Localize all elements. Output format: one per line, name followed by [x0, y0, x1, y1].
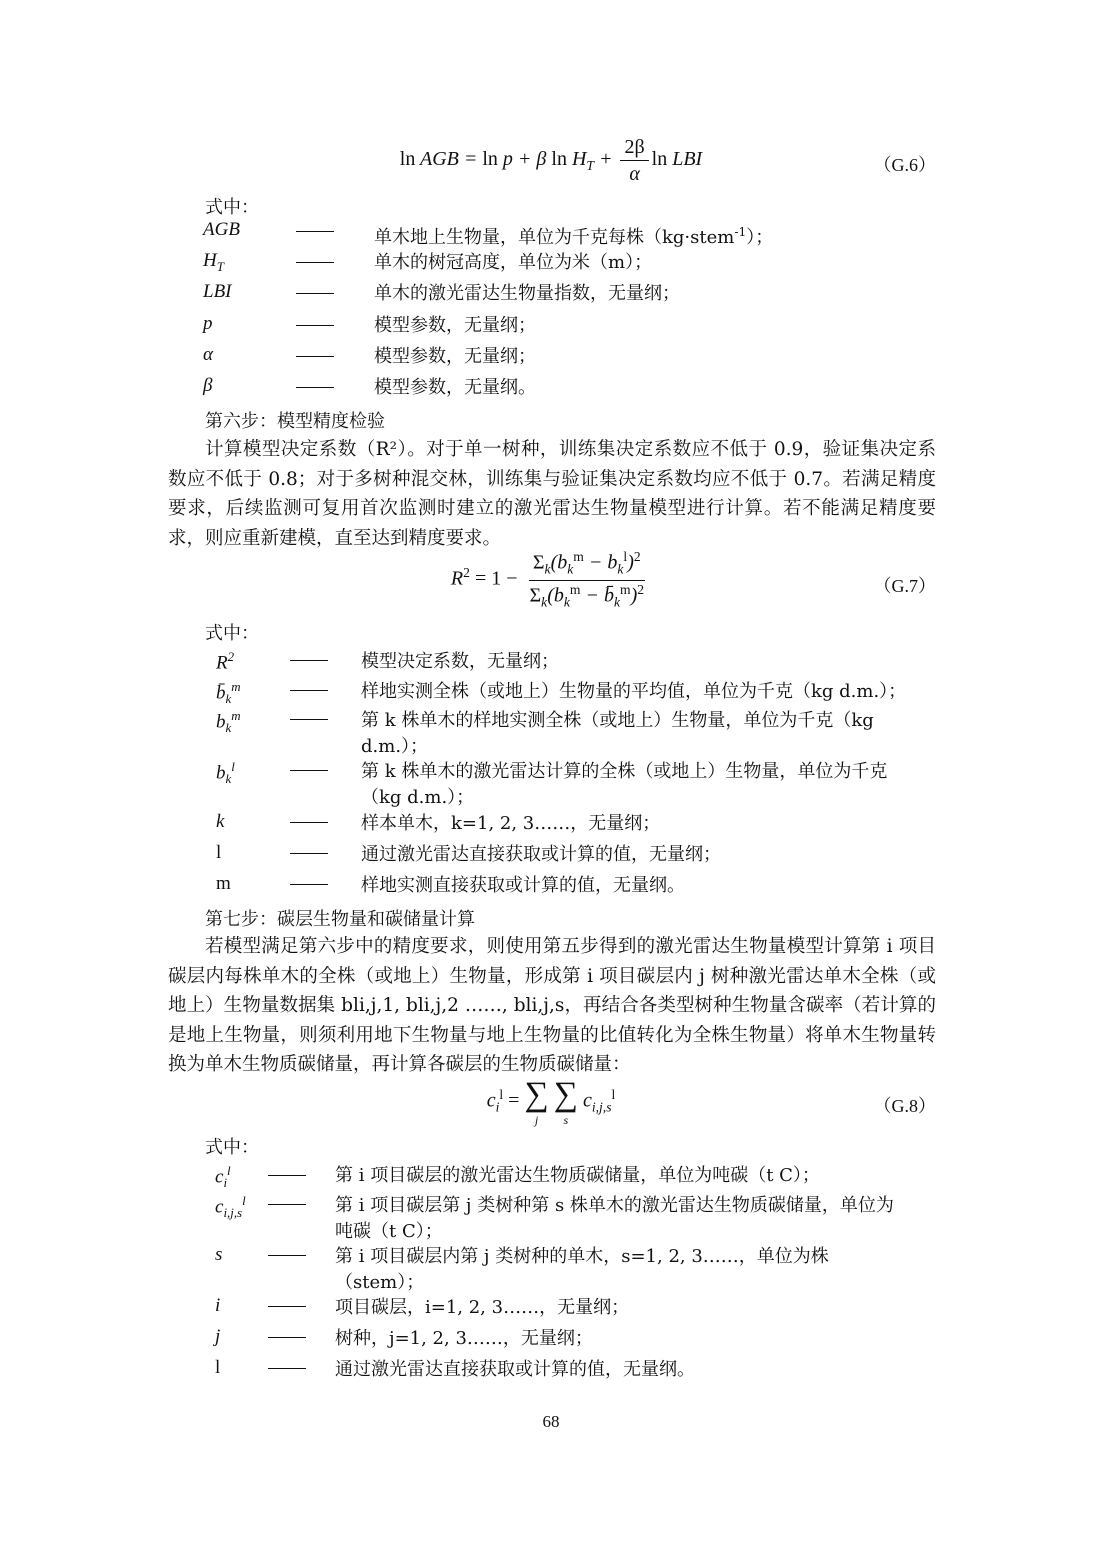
definition-s: 第 i 项目碳层内第 j 类树种的单木，s=1, 2, 3……，单位为株	[335, 1246, 829, 1267]
dash	[290, 853, 328, 854]
formula-g6-number: （G.6）	[873, 155, 936, 175]
definition-beta: 模型参数，无量纲。	[374, 377, 536, 398]
step6-paragraph: 计算模型决定系数（R²）。对于单一树种，训练集决定系数应不低于 0.9，验证集决定系数应不低于 0.8；对于多树种混交林，训练集与验证集决定系数均应不低于 0.7。若满足精度要求，后续监测可复用首次监测时建立的激光雷达生物量模型进行计算。若不能满足精度要求，则应重新建模，直至达到精度要求。	[168, 439, 936, 549]
dash	[268, 1175, 306, 1176]
definition-bkm-cont: d.m.）；	[361, 736, 429, 757]
step6-heading: 第六步：模型精度检验	[205, 411, 385, 432]
definition-agb: 单木地上生物量，单位为千克每株（kg·stem$^{-1}$）；	[374, 225, 774, 248]
dash	[296, 387, 334, 388]
formula-g6-expression: ln AGB = ln p + β $\ln H_T$ + $\frac{2\beta}{\alpha}$ ln LBI	[399, 136, 703, 185]
dash	[268, 1204, 306, 1205]
symbol-clijs: $c_{i,j,s}^l$	[215, 1193, 246, 1221]
definition-r2: 模型决定系数，无量纲；	[361, 651, 559, 672]
definition-bkm: 第 k 株单木的样地实测全株（或地上）生物量，单位为千克（kg	[361, 710, 874, 731]
definition-i: 项目碳层，i=1, 2, 3……，无量纲；	[335, 1297, 630, 1318]
dash	[268, 1255, 306, 1256]
symbol-s: s	[215, 1244, 223, 1265]
formula-g7-number: （G.7）	[873, 576, 936, 596]
definition-m: 样地实测直接获取或计算的值，无量纲。	[361, 875, 685, 896]
dash	[290, 719, 328, 720]
symbol-beta: β	[203, 375, 213, 396]
dash	[296, 293, 334, 294]
symbol-alpha: α	[203, 344, 213, 365]
dash	[290, 690, 328, 691]
step7-heading: 第七步：碳层生物量和碳储量计算	[205, 909, 475, 930]
formula-g8-expression: $c_i^l$ = ∑ j ∑ s $c_{i,j,s}^l$	[486, 1076, 616, 1127]
definition-bkl: 第 k 株单木的激光雷达计算的全株（或地上）生物量，单位为千克	[361, 761, 888, 782]
where-label-1: 式中：	[205, 197, 259, 218]
formula-g6	[0, 136, 1102, 185]
symbol-j: j	[215, 1326, 221, 1347]
definition-bkl-cont: （kg d.m.）；	[361, 787, 475, 808]
definition-lbi: 单木的激光雷达生物量指数，无量纲；	[374, 283, 680, 304]
where-label-2: 式中：	[205, 623, 259, 644]
dash	[296, 356, 334, 357]
dash	[296, 262, 334, 263]
symbol-ht: $H_T$	[203, 250, 224, 274]
dash	[290, 770, 328, 771]
symbol-m: m	[216, 873, 231, 894]
definition-ht: 单木的树冠高度，单位为米（m）；	[374, 252, 653, 273]
formula-g8	[0, 1078, 1102, 1126]
symbol-r2: $R^2$	[216, 649, 235, 674]
definition-clijs-cont: 吨碳（t C）；	[335, 1221, 443, 1242]
dash	[296, 231, 334, 232]
symbol-k: k	[216, 811, 225, 832]
dash	[268, 1306, 306, 1307]
definition-l-2: 通过激光雷达直接获取或计算的值，无量纲。	[335, 1359, 695, 1380]
step7-paragraph: 若模型满足第六步中的精度要求，则使用第五步得到的激光雷达生物量模型计算第 i 项目碳层内每株单木的全株（或地上）生物量，形成第 i 项目碳层内 j 树种激光雷达单木全株（或地上）生物量数据集 bli,j,1, bli,j,2 ……, bli,j,s，再结合各类型树种生物量含碳率（若计算的是地上生物量，则须利用地下生物量与地上生物量的比值转化为全株生物量）将单木生物量转换为单木生物质碳储量，再计算各碳层的生物质碳储量：	[168, 936, 936, 1075]
formula-g7-expression: $R^2 = 1$ − $\frac{\Sigma_k(b_k^m - b_k^l)^2}{\Sigma_k(b_k^m - b̄_k^m)^2}$	[450, 549, 645, 610]
symbol-bkl: $b_k^l$	[216, 759, 235, 787]
dash	[296, 325, 334, 326]
symbol-cli: $c_i^l$	[215, 1163, 231, 1191]
definition-clijs: 第 i 项目碳层第 j 类树种第 s 株单木的激光雷达生物质碳储量，单位为	[335, 1195, 894, 1216]
definition-alpha: 模型参数，无量纲；	[374, 346, 536, 367]
symbol-l-2: l	[215, 1357, 221, 1378]
definition-bkm-mean: 样地实测全株（或地上）生物量的平均值，单位为千克（kg d.m.）；	[361, 681, 907, 702]
dash	[290, 660, 328, 661]
dash	[290, 884, 328, 885]
definition-l: 通过激光雷达直接获取或计算的值，无量纲；	[361, 844, 721, 865]
formula-g7	[0, 550, 1102, 610]
symbol-i: i	[215, 1295, 221, 1316]
where-label-3: 式中：	[205, 1137, 259, 1158]
definition-j: 树种，j=1, 2, 3……，无量纲；	[335, 1328, 593, 1349]
symbol-p: p	[203, 313, 213, 334]
dash	[268, 1337, 306, 1338]
symbol-l: l	[216, 842, 222, 863]
symbol-lbi: LBI	[203, 281, 232, 302]
definition-cli: 第 i 项目碳层的激光雷达生物质碳储量，单位为吨碳（t C）；	[335, 1165, 820, 1186]
symbol-bkm: $b_k^m$	[216, 708, 241, 736]
formula-g8-number: （G.8）	[873, 1096, 936, 1116]
page-number: 68	[542, 1412, 560, 1431]
dash	[268, 1368, 306, 1369]
symbol-agb: AGB	[203, 219, 240, 240]
definition-s-cont: （stem）；	[335, 1272, 425, 1293]
dash	[290, 822, 328, 823]
definition-p: 模型参数，无量纲；	[374, 315, 536, 336]
symbol-bkm-mean: $b̄_k^m$	[216, 679, 241, 707]
definition-k: 样本单木，k=1, 2, 3……，无量纲；	[361, 813, 661, 834]
